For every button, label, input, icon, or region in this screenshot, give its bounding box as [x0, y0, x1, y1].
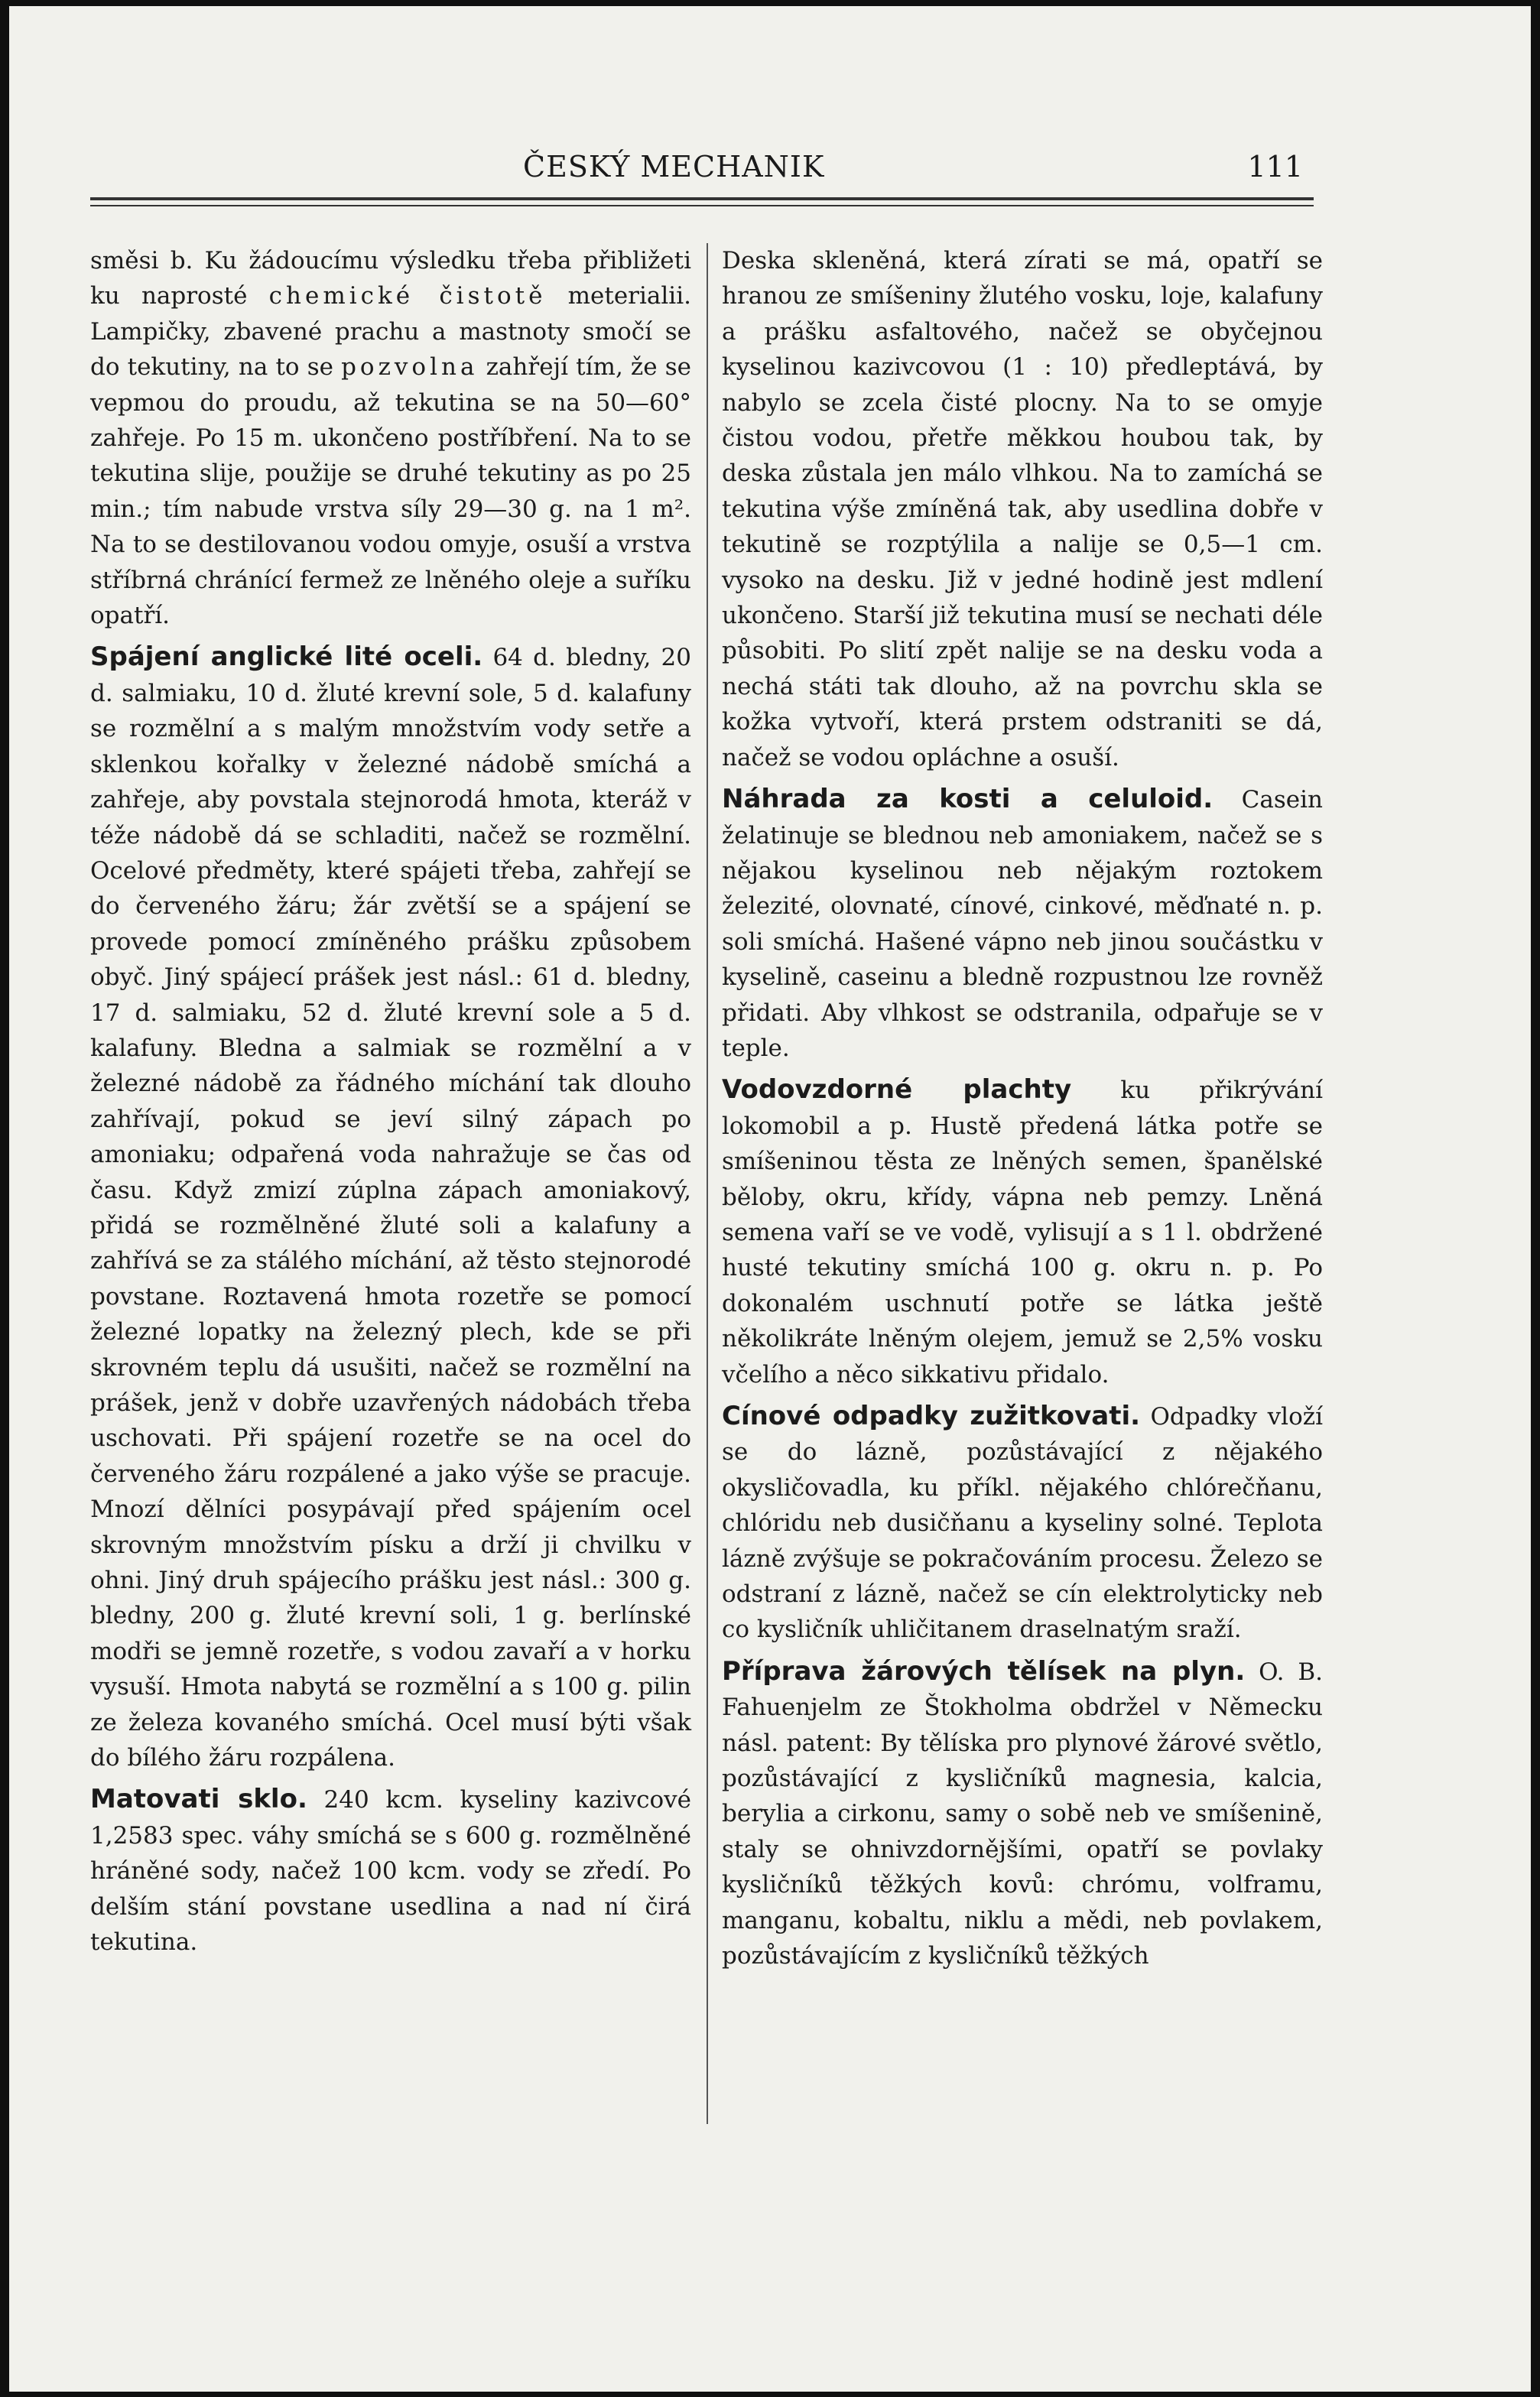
emphasis-text: chemické čistotě: [268, 282, 547, 310]
section-bone-celluloid: [722, 781, 1323, 1066]
section-text: 240 kcm. kyseliny kazivcové 1,2583 spec. váhy smíchá se s 600 g. rozmělněné hráněné sody, načež 100 kcm. vody se zředí. Po delším stání povstane usedlina a nad ní čirá tekutina.: [90, 1786, 691, 1957]
journal-title: ČESKÝ MECHANIK: [523, 150, 825, 184]
running-head: [90, 150, 1314, 196]
emphasis-text: pozvolna: [341, 353, 479, 382]
section-tin-scrap: [722, 1398, 1323, 1648]
section-waterproof-tarps: [722, 1072, 1323, 1392]
section-text: Odpadky vloží se do lázně, pozůstávající z nějakého okysličovadla, ku příkl. nějakého chlórečňanu, chlóridu neb dusičňanu a kyseliny solné. Teplota lázně zvýšuje se pokračováním procesu. Železo se odstraní z lázně, načež se cín elektrolyticky neb co kysličník uhličitanem draselnatým sraží.: [722, 1403, 1323, 1644]
section-heading: Příprava žárových tělísek na plyn.: [722, 1655, 1246, 1687]
section-heading: Matovati sklo.: [90, 1784, 307, 1815]
page-number: 111: [1247, 150, 1303, 184]
section-heading: Vodovzdorné plachty: [722, 1074, 1072, 1106]
section-text: 64 d. bledny, 20 d. salmiaku, 10 d. žluté krevní sole, 5 d. kalafuny se rozmělní a s malým množstvím vody setře a sklenkou kořalky v železné nádobě smíchá a zahřeje, aby povstala stejnorodá hmota, kteráž v téže nádobě dá se schladiti, načež se rozmělní. Ocelové předměty, které spájeti třeba, zahřejí se do červeného žáru; žár zvětší se a spájení se provede pomocí zmíněného prášku způsobem obyč. Jiný spájecí prášek jest násl.: 61 d. bledny, 17 d. salmiaku, 52 d. žluté krevní sole a 5 d. kalafuny. Bledna a salmiak se rozmělní a v železné nádobě za řádného míchání tak dlouho zahřívají, pokud se jeví silný zápach po amoniaku; odpařená voda nahražuje se čas od času. Když zmizí zúplna zápach amoniakový, přidá se rozmělněné žluté soli a kalafuny a zahřívá se za stálého míchání, až těsto stejnorodé povstane. Roztavená hmota rozetře se pomocí železné lopatky na železný plech, kde se při skrovném teplu dá usušiti, načež se rozmělní na prášek, jenž v dobře uzavřených nádobách třeba uschovati. Při spájení rozetře se na ocel do červeného žáru rozpálené a jako výše se pracuje. Mnozí dělníci posypávají před spájením ocel skrovným množstvím písku a drží ji chvilku v ohni. Jiný druh spájecího prášku jest násl.: 300 g. bledny, 200 g. žluté krevní soli, 1 g. berlínské modři se jemně rozetře, s vodou zavaří a v horku vysuší. Hmota nabytá se rozmělní a s 100 g. pilin ze železa kovaného smíchá. Ocel musí býti však do bílého žáru rozpálena.: [90, 644, 691, 1772]
section-matte-glass: [90, 1782, 691, 1960]
header-rule-thin: [90, 205, 1314, 206]
text-run: směsi b. Ku žádoucímu výsledku třeba přibližeti ku naprosté: [90, 247, 691, 310]
section-text: Casein želatinuje se blednou neb amoniakem, načež se s nějakou kyselinou neb nějakým roztokem železité, olovnaté, cínové, cinkové, měďnaté n. p. soli smíchá. Hašené vápno neb jinou součástku v kyselině, caseinu a bledně rozpustnou lze rovněž přidati. Aby vlhkost se odstranila, odpařuje se v teple.: [722, 786, 1323, 1062]
right-column: [722, 243, 1323, 1980]
section-text: O. B. Fahuenjelm ze Štokholma obdržel v Německu násl. patent: By tělíska pro plynové žárové světlo, pozůstávající z kysličníků magnesia, kalcia, berylia a cirkonu, samy o sobě neb ve smíšenině, staly se ohnivzdornějšími, opatří se povlaky kysličníků těžkých kovů: chrómu, volframu, manganu, kobaltu, niklu a mědi, neb povlakem, pozůstávajícím z kysličníků těžkých: [722, 1658, 1323, 1970]
column-divider: [707, 243, 708, 2124]
header-rule-thick: [90, 197, 1314, 200]
left-column: [90, 243, 691, 1967]
text-run: meterialii. Lampičky, zbavené prachu a mastnoty smočí se do tekutiny, na to se: [90, 282, 691, 382]
section-gas-mantles: [722, 1654, 1323, 1974]
section-heading: Spájení anglické lité oceli.: [90, 641, 483, 673]
section-text: ku přikrývání lokomobil a p. Hustě předená látka potře se smíšeninou těsta ze lněných semen, španělské běloby, okru, křídy, vápna neb pemzy. Lněná semena vaří se ve vodě, vylisují a s 1 l. obdržené husté tekutiny smíchá 100 g. okru n. p. Po dokonalém uschnutí potře se látka ještě několikráte lněným olejem, jemuž se 2,5% vosku včelího a něco sikkativu přidalo.: [722, 1077, 1323, 1389]
text-run: zahřejí tím, že se vepmou do proudu, až tekutina se na 50—60° zahřeje. Po 15 m. ukončeno postříbření. Na to se tekutina slije, použije se druhé tekutiny as po 25 min.; tím nabude vrstva síly 29—30 g. na 1 m². Na to se destilovanou vodou omyje, osuší a vrstva stříbrná chránící fermež ze lněného oleje a suříku opatří.: [90, 353, 691, 630]
section-heading: Cínové odpadky zužitkovati.: [722, 1401, 1141, 1431]
section-steel-soldering: [90, 639, 691, 1775]
section-heading: Náhrada za kosti a celuloid.: [722, 784, 1213, 815]
paragraph-silvering: [90, 243, 691, 633]
paragraph-glass-plate: Deska skleněná, která zírati se má, opatří se hranou ze smíšeniny žlutého vosku, loje, kalafuny a prášku asfaltového, načež se obyčejnou kyselinou kazivcovou (1 : 10) předleptává, by nabylo se zcela čisté plocny. Na to se omyje čistou vodou, přetře měkkou houbou tak, by deska zůstala jen málo vlhkou. Na to zamíchá se tekutina výše zmíněná tak, aby usedlina dobře v tekutině se rozptýlila a nalije se 0,5—1 cm. vysoko na desku. Již v jedné hodině jest mdlení ukončeno. Starší již tekutina musí se nechati déle působiti. Po slití zpět nalije se na desku voda a nechá státi tak dlouho, až na povrchu skla se kožka vytvoří, která prstem odstraniti se dá, načež se vodou opláchne a osuší.: [722, 247, 1323, 771]
